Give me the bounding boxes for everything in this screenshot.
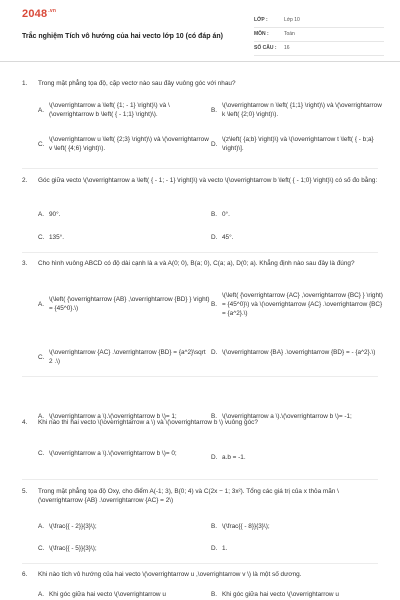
option-b[interactable] — [211, 413, 383, 422]
option-c[interactable] — [38, 136, 210, 154]
question-stem — [22, 260, 382, 269]
option-text: \(\left( {\overrightarrow {AB} ,\overrightarrow {BD} } \right) = {45^0}.\) — [49, 296, 210, 312]
option-a[interactable] — [38, 102, 210, 120]
option-letter: D. — [211, 140, 218, 148]
option-a[interactable] — [38, 523, 210, 532]
meta-key: LỚP : — [254, 17, 268, 24]
option-letter: C. — [38, 353, 45, 361]
option-d[interactable] — [211, 136, 383, 154]
option-text: \(\frac{{ - 8}}{3}\); — [222, 523, 270, 530]
meta-row-grade — [254, 14, 384, 28]
option-text: 90°. — [49, 211, 61, 218]
option-letter: A. — [38, 591, 45, 599]
option-letter: A. — [38, 211, 45, 219]
question-2 — [22, 177, 382, 186]
question-1 — [22, 80, 382, 89]
option-text: \(\frac{{ - 2}}{3}\); — [49, 523, 97, 530]
question-number: 5. — [22, 488, 28, 495]
option-text: 1. — [222, 545, 228, 552]
option-d[interactable] — [211, 454, 383, 463]
option-letter: B. — [211, 523, 218, 531]
question-text: Góc giữa vecto \(\overrightarrow a \left( { - 1; - 1} \right)\) và vecto \(\overrightarrow b \left( { - 1;0} \right)\) có số đo bằng: — [38, 177, 378, 184]
meta-value: Lớp 10 — [284, 17, 300, 24]
option-text: \(\overrightarrow a \).\(\overrightarrow b \)= -1; — [222, 413, 352, 420]
option-c[interactable] — [38, 234, 210, 243]
option-letter: A. — [38, 523, 45, 531]
question-divider — [22, 479, 378, 480]
option-text: \(\overrightarrow a \).\(\overrightarrow b \)= 1; — [49, 413, 177, 420]
option-letter: B. — [211, 211, 218, 219]
question-stem — [22, 488, 382, 505]
question-divider — [22, 252, 378, 253]
site-logo[interactable] — [22, 7, 56, 22]
option-letter: D. — [211, 545, 218, 553]
option-letter: C. — [38, 450, 45, 458]
option-d[interactable] — [211, 349, 383, 358]
option-letter: B. — [211, 413, 218, 421]
question-text: Khi nào thì hai vecto \(\overrightarrow a \) và \(\overrightarrow b \) vuông góc? — [38, 419, 258, 426]
option-letter: C. — [38, 545, 45, 553]
option-b[interactable] — [211, 591, 383, 600]
option-text: 0°. — [222, 211, 230, 218]
meta-table — [254, 14, 384, 56]
option-d[interactable] — [211, 234, 383, 243]
option-c[interactable] — [38, 450, 210, 459]
option-text: Khi góc giữa hai vecto \(\overrightarrow u — [222, 591, 339, 598]
option-a[interactable] — [38, 211, 210, 220]
option-d[interactable] — [211, 545, 383, 554]
document-title: Trắc nghiệm Tích vô hướng của hai vecto lớp 10 (có đáp án) — [22, 33, 223, 40]
option-b[interactable] — [211, 292, 383, 319]
option-text: \(\overrightarrow {AC} .\overrightarrow {BD} = {a^2}\sqrt 2 .\) — [49, 349, 206, 365]
question-number: 3. — [22, 260, 28, 267]
question-stem — [22, 177, 382, 186]
option-text: \(\overrightarrow u \left( {2;3} \right)\) và \(\overrightarrow v \left( {4;6} \right)\). — [49, 136, 209, 152]
option-text: 45°. — [222, 234, 234, 241]
option-b[interactable] — [211, 211, 383, 220]
option-c[interactable] — [38, 349, 210, 367]
question-number: 6. — [22, 571, 28, 578]
option-b[interactable] — [211, 102, 383, 120]
option-b[interactable] — [211, 523, 383, 532]
option-letter: A. — [38, 300, 45, 308]
option-text: \(z\left( {a;b} \right)\) và \(\overrightarrow t \left( { - b;a} \right)\]. — [222, 136, 374, 152]
question-6 — [22, 571, 382, 580]
meta-value: 16 — [284, 45, 290, 52]
option-a[interactable] — [38, 296, 210, 314]
option-c[interactable] — [38, 545, 210, 554]
option-text: a.b = -1. — [222, 454, 246, 461]
question-5 — [22, 488, 382, 505]
document-header — [0, 0, 400, 62]
option-letter: D. — [211, 454, 218, 462]
option-letter: B. — [211, 301, 218, 309]
option-letter: C. — [38, 140, 45, 148]
question-number: 2. — [22, 177, 28, 184]
question-divider — [22, 563, 378, 564]
option-letter: D. — [211, 234, 218, 242]
option-text: \(\overrightarrow a \).\(\overrightarrow b \)= 0; — [49, 450, 177, 457]
option-letter: A. — [38, 413, 45, 421]
meta-row-subject — [254, 28, 384, 42]
option-a[interactable] — [38, 413, 210, 422]
question-text: Trong mặt phẳng tọa độ Oxy, cho điểm A(-1; 3), B(0; 4) và C(2x − 1; 3x²). Tổng các giá trị của x thỏa mãn \(\overrightarrow {AB} .\overrightarrow {AC} = 2\) — [38, 488, 339, 504]
question-stem — [22, 571, 382, 580]
option-text: 135°. — [49, 234, 64, 241]
option-letter: B. — [211, 591, 218, 599]
meta-value: Toán — [284, 31, 295, 38]
question-3 — [22, 260, 382, 269]
option-text: \(\left( {\overrightarrow {AC} ,\overrightarrow {BC} } \right) = {45^0}\) và \(\overrightarrow {AC} .\overrightarrow {BC} = {a^2}.\) — [222, 292, 383, 317]
meta-key: MÔN : — [254, 31, 269, 38]
meta-key: SỐ CÂU : — [254, 45, 277, 52]
option-text: \(\overrightarrow a \left( {1; - 1} \right)\) và \(\overrightarrow b \left( { - 1;1} \right)\). — [49, 102, 170, 118]
logo-text: 2048 — [22, 8, 48, 20]
question-text: Khi nào tích vô hướng của hai vecto \(\overrightarrow u ,\overrightarrow v \) là một số dương. — [38, 571, 302, 578]
question-number: 1. — [22, 80, 28, 87]
option-letter: D. — [211, 349, 218, 357]
option-letter: B. — [211, 106, 218, 114]
question-text: Cho hình vuông ABCD có độ dài cạnh là a và A(0; 0), B(a; 0), C(a; a), D(0; a). Khẳng định nào sau đây là đúng? — [38, 260, 355, 267]
option-text: \(\frac{{ - 5}}{3}\); — [49, 545, 97, 552]
option-text: Khi góc giữa hai vecto \(\overrightarrow u — [49, 591, 166, 598]
question-stem — [22, 80, 382, 89]
option-letter: A. — [38, 106, 45, 114]
question-number: 4. — [22, 419, 28, 426]
option-text: \(\overrightarrow n \left( {1;1} \right)\) và \(\overrightarrow k \left( {2;0} \right)\). — [222, 102, 382, 118]
option-a[interactable] — [38, 591, 210, 600]
option-letter: C. — [38, 234, 45, 242]
question-text: Trong mặt phẳng tọa độ, cặp vectơ nào sau đây vuông góc với nhau? — [38, 80, 236, 87]
meta-row-count — [254, 42, 384, 56]
option-text: \(\overrightarrow {BA} .\overrightarrow {BD} = - {a^2}.\) — [222, 349, 376, 356]
logo-suffix: .vn — [48, 8, 57, 15]
question-divider — [22, 168, 378, 169]
question-divider — [22, 376, 378, 377]
